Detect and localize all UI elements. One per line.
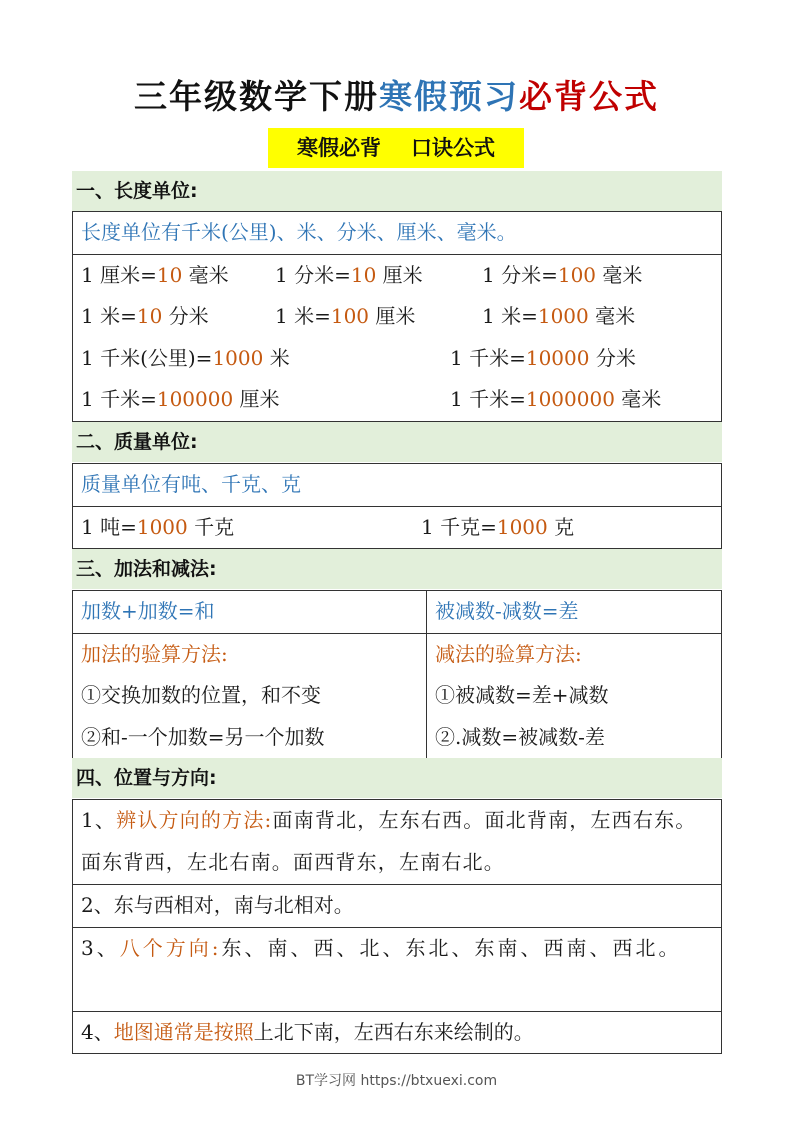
title-part-grade: 三年级数学下册 bbox=[134, 77, 379, 116]
section-heading-add-sub: 三、加法和减法: bbox=[72, 549, 722, 589]
subtraction-check-item-2: ②.减数=被减数-差 bbox=[435, 724, 605, 749]
addition-check-title: 加法的验算方法: bbox=[81, 641, 228, 666]
section-heading-mass: 二、质量单位: bbox=[72, 422, 722, 462]
mass-row-1: 1 吨=1000 千克 1 千克=1000 克 bbox=[81, 514, 575, 539]
badge-left: 寒假必背 bbox=[297, 136, 381, 160]
subtraction-check-title: 减法的验算方法: bbox=[435, 641, 582, 666]
direction-item-1: 1、辨认方向的方法:面南背北，左东右西。面北背南，左西右东。面东背西，左北右南。面西背东，左南右北。 bbox=[73, 800, 722, 885]
length-row-2: 1 米=10 分米 1 米=100 厘米 1 米=1000 毫米 bbox=[81, 304, 636, 328]
length-units-table bbox=[72, 211, 722, 422]
addition-check-item-1: ①交换加数的位置，和不变 bbox=[81, 683, 321, 707]
footer-source: BT学习网 https://btxuexi.com bbox=[295, 1073, 498, 1089]
length-intro: 长度单位有千米(公里)、米、分米、厘米、毫米。 bbox=[73, 212, 722, 255]
length-row-4: 1 千米=100000 厘米 1 千米=1000000 毫米 bbox=[81, 387, 662, 411]
length-row-3: 1 千米(公里)=1000 米 1 千米=10000 分米 bbox=[81, 345, 636, 370]
section-heading-direction: 四、位置与方向: bbox=[72, 758, 722, 798]
subtraction-check-item-1: ①被减数=差+减数 bbox=[435, 683, 609, 707]
add-sub-table bbox=[72, 590, 722, 759]
title-part-formulas: 必背公式 bbox=[519, 77, 659, 116]
title-part-preview: 寒假预习 bbox=[379, 77, 519, 116]
direction-table bbox=[72, 799, 722, 1054]
direction-item-2: 2、东与西相对，南与北相对。 bbox=[73, 885, 722, 928]
direction-item-3: 3、八个方向:东、南、西、北、东北、东南、西南、西北。 bbox=[73, 927, 722, 1011]
page-title bbox=[0, 74, 793, 120]
mass-units-table bbox=[72, 463, 722, 549]
subtraction-formula: 被减数-减数=差 bbox=[427, 591, 722, 634]
direction-item-4: 4、地图通常是按照上北下南，左西右东来绘制的。 bbox=[73, 1011, 722, 1054]
addition-formula: 加数+加数=和 bbox=[73, 591, 427, 634]
mass-intro: 质量单位有吨、千克、克 bbox=[73, 464, 722, 507]
addition-check-item-2: ②和-一个加数=另一个加数 bbox=[81, 724, 325, 749]
badge-right: 口诀公式 bbox=[411, 136, 495, 160]
length-row-1: 1 厘米=10 毫米 1 分米=10 厘米 1 分米=100 毫米 bbox=[81, 262, 643, 287]
subtitle-badge bbox=[268, 128, 524, 168]
section-heading-length: 一、长度单位: bbox=[72, 171, 722, 211]
